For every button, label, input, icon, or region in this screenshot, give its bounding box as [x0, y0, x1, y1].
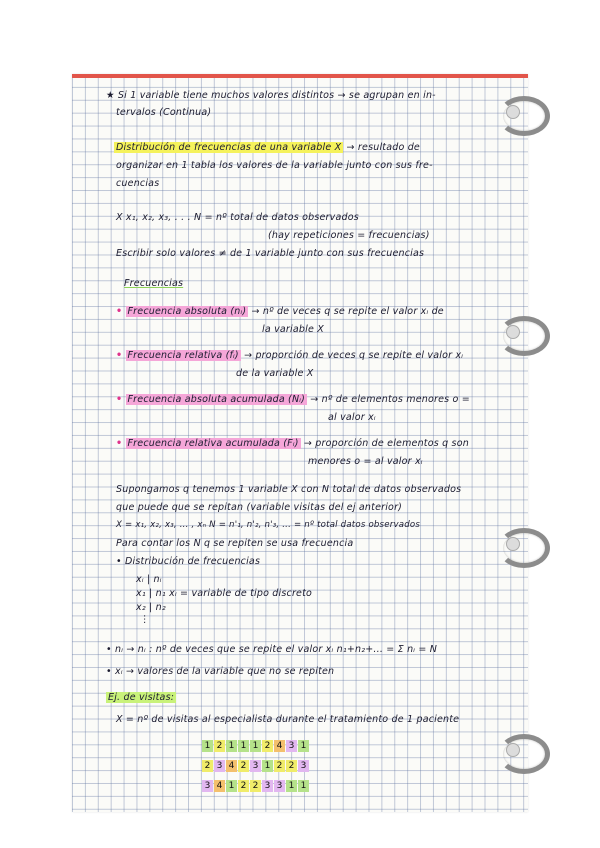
punch-hole	[506, 743, 520, 757]
highlighted-term: Distribución de frecuencias de una variable X	[116, 142, 342, 153]
punch-hole	[506, 537, 520, 551]
value-cell: 1	[286, 780, 297, 792]
table-row: ⋮	[140, 614, 150, 625]
punch-hole	[506, 325, 520, 339]
value-cell: 2	[286, 760, 297, 772]
note-line: tervalos (Continua)	[116, 107, 212, 118]
value-cell: 4	[274, 740, 285, 752]
value-cell: 1	[298, 780, 309, 792]
definition-line	[116, 350, 463, 361]
table-row: x₂ | n₂	[136, 602, 166, 613]
binder-ring-icon	[498, 528, 550, 568]
note-line: de la variable X	[236, 368, 314, 379]
values-row	[202, 780, 310, 792]
binder-ring-icon	[498, 96, 550, 136]
binder-ring-icon	[498, 734, 550, 774]
note-line: • Distribución de frecuencias	[116, 556, 261, 567]
value-cell: 3	[262, 780, 273, 792]
note-line: Escribir solo valores ≠ de 1 variable junto con sus frecuencias	[116, 248, 425, 259]
note-line: cuencias	[116, 178, 160, 189]
heading-line	[114, 142, 420, 153]
value-cell: 1	[298, 740, 309, 752]
note-line: X = nº de visitas al especialista durante el tratamiento de 1 paciente	[116, 714, 460, 725]
table-row: x₁ | n₁ xᵢ = variable de tipo discreto	[136, 588, 313, 599]
value-cell: 1	[226, 740, 237, 752]
highlighted-term: Ej. de visitas:	[108, 692, 175, 703]
notebook-page	[72, 74, 528, 812]
value-cell: 1	[250, 740, 261, 752]
value-cell: 2	[238, 780, 249, 792]
values-row	[202, 740, 310, 752]
value-cell: 3	[298, 760, 309, 772]
note-line: Supongamos q tenemos 1 variable X con N total de datos observados	[116, 484, 462, 495]
highlighted-term: Frecuencia absoluta acumulada (Nᵢ)	[127, 394, 306, 405]
note-line: menores o = al valor xᵢ	[308, 456, 423, 467]
value-cell: 2	[262, 740, 273, 752]
values-row	[202, 760, 310, 772]
value-cell: 1	[262, 760, 273, 772]
value-cell: 4	[214, 780, 225, 792]
value-cell: 2	[238, 760, 249, 772]
highlighted-term: Frecuencia absoluta (nᵢ)	[127, 306, 247, 317]
highlighted-term: Frecuencia relativa (fᵢ)	[127, 350, 239, 361]
value-cell: 1	[202, 740, 213, 752]
punch-hole	[506, 105, 520, 119]
definition-line	[116, 306, 444, 317]
value-cell: 2	[214, 740, 225, 752]
margin-line	[72, 74, 528, 78]
value-cell: 3	[214, 760, 225, 772]
value-cell: 2	[250, 780, 261, 792]
binder-ring-icon	[498, 316, 550, 356]
value-cell: 2	[274, 760, 285, 772]
highlighted-term: Frecuencia relativa acumulada (Fᵢ)	[127, 438, 299, 449]
section-heading: Frecuencias	[124, 278, 184, 289]
bullet-icon: •	[116, 350, 123, 361]
note-line: → proporción de elementos q son	[300, 438, 469, 449]
note-line: la variable X	[262, 324, 324, 335]
note-line: organizar en 1 tabla los valores de la variable junto con sus fre-	[116, 160, 433, 171]
bullet-icon: •	[116, 394, 123, 405]
example-heading	[106, 692, 176, 703]
value-cell: 2	[202, 760, 213, 772]
value-cell: 1	[226, 780, 237, 792]
bullet-icon: •	[116, 306, 123, 317]
note-line: • xᵢ → valores de la variable que no se repiten	[106, 666, 335, 677]
note-line: → proporción de veces q se repite el valor xᵢ	[240, 350, 464, 361]
note-line: • nᵢ → nᵢ : nº de veces que se repite el valor xᵢ n₁+n₂+... = Σ nᵢ = N	[106, 644, 438, 655]
value-cell: 1	[238, 740, 249, 752]
note-line: → nº de veces q se repite el valor xᵢ de	[248, 306, 444, 317]
value-cell: 3	[202, 780, 213, 792]
table-header: xᵢ | nᵢ	[136, 574, 162, 585]
note-line: que puede que se repitan (variable visitas del ej anterior)	[116, 502, 403, 513]
note-line: X x₁, x₂, x₃, . . . N = nº total de datos observados	[116, 212, 359, 223]
value-cell: 3	[286, 740, 297, 752]
note-line: → resultado de	[343, 142, 420, 153]
note-line: → nº de elementos menores o =	[307, 394, 470, 405]
bullet-icon: •	[116, 438, 123, 449]
definition-line	[116, 438, 469, 449]
definition-line	[116, 394, 470, 405]
value-cell: 3	[250, 760, 261, 772]
value-cell: 4	[226, 760, 237, 772]
value-cell: 3	[274, 780, 285, 792]
note-line: Para contar los N q se repiten se usa frecuencia	[116, 538, 354, 549]
note-line: al valor xᵢ	[328, 412, 376, 423]
note-line: ★ Si 1 variable tiene muchos valores distintos → se agrupan en in-	[106, 90, 436, 101]
note-line: X = x₁, x₂, x₃, ... , xₙ N = n'₁, n'₂, n'₃, ... = nº total datos observados	[116, 520, 420, 530]
note-line: (hay repeticiones = frecuencias)	[268, 230, 430, 241]
